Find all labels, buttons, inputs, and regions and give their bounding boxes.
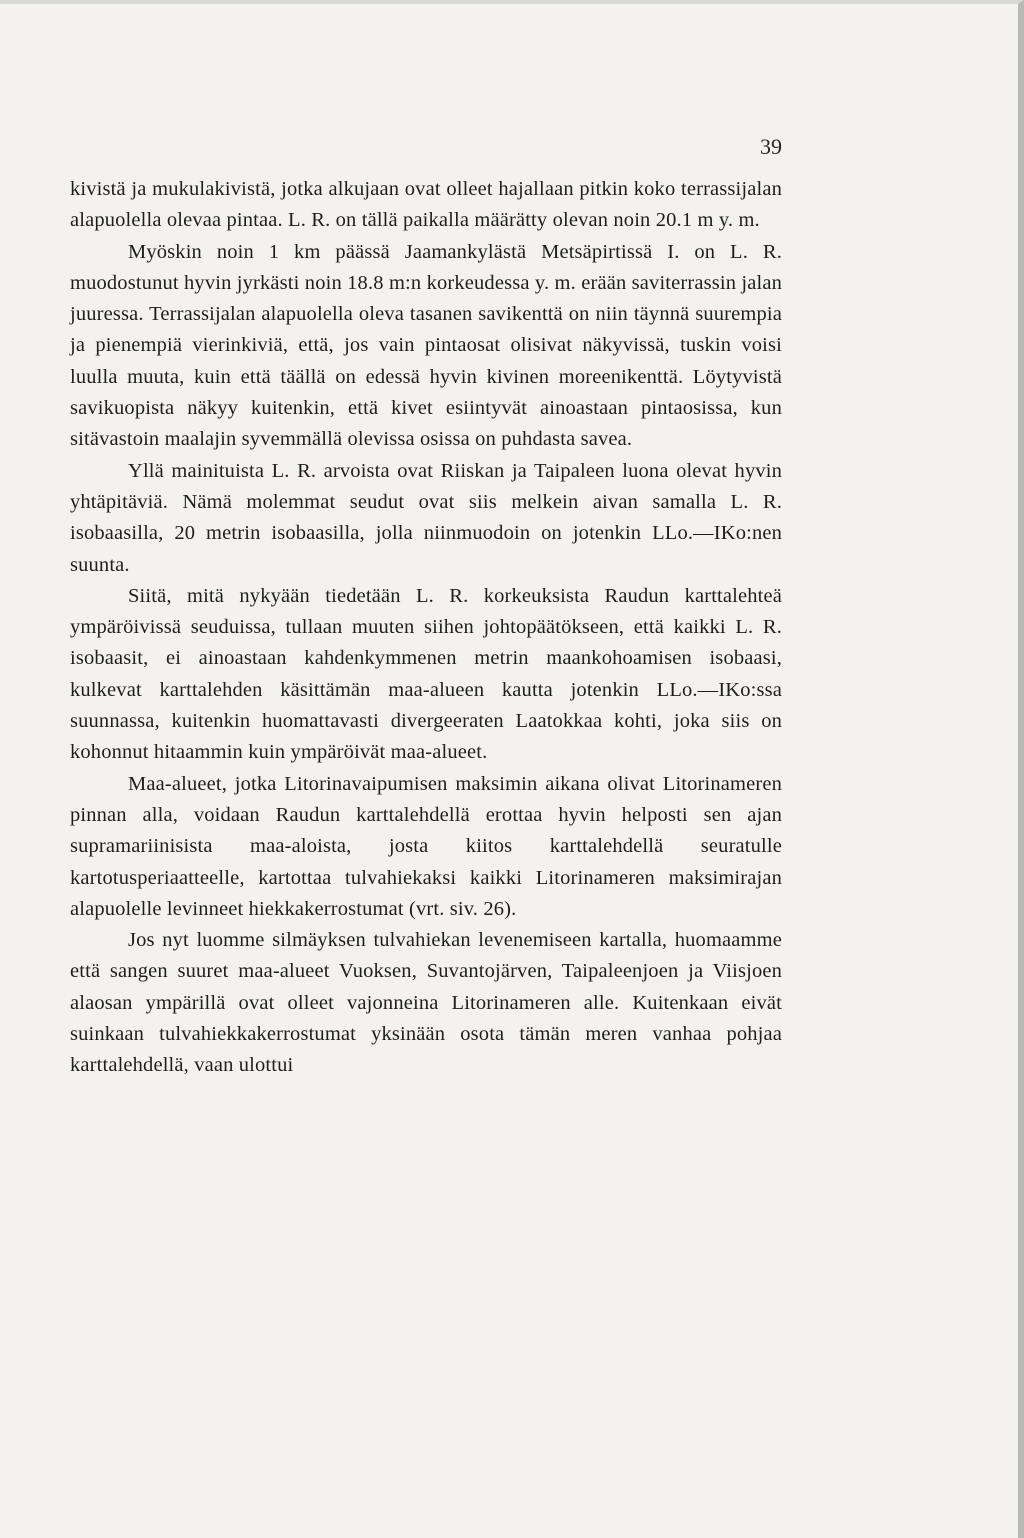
paragraph-metsapirtti: Myöskin noin 1 km päässä Jaamankylästä Metsäpirtissä I. on L. R. muodostunut hyvin jyrkästi noin 18.8 m:n korkeudessa y. m. erään saviterrassin jalan juuressa. Terrassijalan alapuolella oleva tasanen savikenttä on niin täynnä suurempia ja pienempiä vierinkiviä, että, jos vain pintaosat olisivat näkyvissä, tuskin voisi luulla muuta, kuin että täällä on edessä hyvin kivinen moreenikenttä. Löytyvistä savikuopista näkyy kuitenkin, että kivet esiintyvät ainoastaan pintaosissa, kun sitävastoin maalajin syvemmällä olevissa osissa on puhdasta savea. <box>70 240 782 451</box>
paragraph-continuation: kivistä ja mukulakivistä, jotka alkujaan ovat olleet hajallaan pitkin koko terrassijalan alapuolella olevaa pintaa. L. R. on tällä paikalla määrätty olevan noin 20.1 m y. m. <box>70 178 782 232</box>
page-number: 39 <box>760 134 782 159</box>
paragraph-flood-sand: Jos nyt luomme silmäyksen tulvahiekan levenemiseen kartalla, huomaamme että sangen suuret maa-alueet Vuoksen, Suvantojärven, Taipaleenjoen ja Viisjoen alaosan ympärillä ovat olleet vajonneina Litorinameren alle. Kuitenkaan eivät suinkaan tulvahiekkakerrostumat yksinään osota tämän meren vanhaa pohjaa karttalehdellä, vaan ulottui <box>70 929 782 1077</box>
paragraph-litorina-areas: Maa-alueet, jotka Litorinavaipumisen maksimin aikana olivat Litorinameren pinnan alla, voidaan Raudun karttalehdellä erottaa hyvin helposti sen ajan supramariinisista maa-aloista, josta kiitos karttalehdellä seuratulle kartotusperiaatteelle, kartottaa tulvahiekaksi kaikki Litorinameren maksimirajan alapuolelle levinneet hiekkakerrostumat (vrt. siv. 26). <box>70 772 782 920</box>
body-text <box>70 174 782 1082</box>
paragraph-isobase: Yllä mainituista L. R. arvoista ovat Riiskan ja Taipaleen luona olevat hyvin yhtäpitäviä. Nämä molemmat seudut ovat siis melkein aivan samalla L. R. isobaasilla, 20 metrin isobaasilla, jolla niinmuodoin on jotenkin LLo.—IKo:nen suunta. <box>70 459 782 576</box>
paragraph-conclusion: Siitä, mitä nykyään tiedetään L. R. korkeuksista Raudun karttalehteä ympäröivissä seuduissa, tullaan muuten siihen johtopäätökseen, että kaikki L. R. isobaasit, ei ainoastaan kahdenkymmenen metrin maankohoamisen isobaasi, kulkevat karttalehden käsittämän maa-alueen kautta jotenkin LLo.—IKo:ssa suunnassa, kuitenkin huomattavasti divergeeraten Laatokkaa kohti, joka siis on kohonnut hitaammin kuin ympäröivät maa-alueet. <box>70 584 782 764</box>
